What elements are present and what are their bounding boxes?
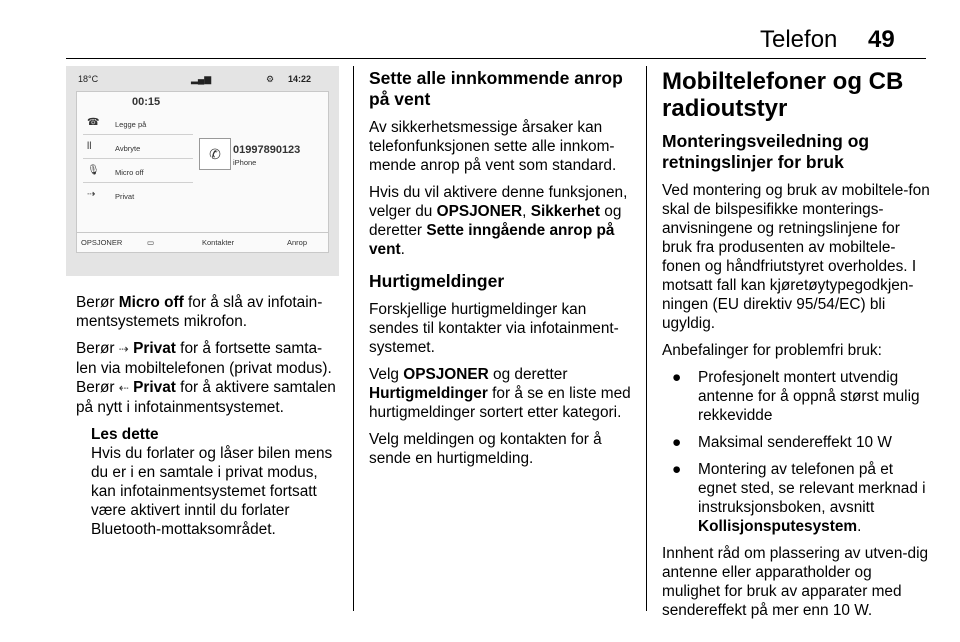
text: . xyxy=(400,241,405,258)
text: Montering av telefonen på et egnet sted, se relevant merknad i instruksjonsboken, avsnitt xyxy=(698,461,926,516)
heading-hold-calls: Sette alle innkommende anrop på vent xyxy=(369,68,623,109)
private-return-icon: ⇠ xyxy=(118,381,129,395)
text: Berør xyxy=(76,294,119,311)
text: Velg xyxy=(369,366,404,383)
list-item-text: Profesjonelt montert utvendig antenne for å oppnå størst mulig rekkevidde xyxy=(698,369,920,424)
paragraph-activate xyxy=(369,183,637,259)
call-icon: ✆ xyxy=(199,138,231,170)
private-icon: ⇢ xyxy=(118,342,129,356)
paragraph-private xyxy=(76,339,342,417)
menu-label: Micro off xyxy=(115,168,144,177)
note-text: Hvis du forlater og låser bilen mens du er i en samtale i privat modus, kan infotainmentsystemet fortsatt være aktivert inntil du forlater Bluetooth-mottaksområdet. xyxy=(91,445,333,538)
screen-clock: 14:22 xyxy=(288,74,312,84)
list-item-text xyxy=(698,460,930,536)
left-column xyxy=(76,293,342,539)
bold-term: Sikkerhet xyxy=(530,203,600,220)
menu-label: Avbryte xyxy=(115,144,141,153)
middle-column xyxy=(369,68,637,476)
list-item-text: Maksimal sendereffekt 10 W xyxy=(698,434,892,451)
screen-temperature: 18°C xyxy=(78,74,99,84)
bold-term: Hurtigmeldinger xyxy=(369,385,488,402)
bold-term: Privat xyxy=(133,340,176,357)
bullet-icon: ● xyxy=(672,461,682,478)
menu-item-pause xyxy=(83,136,193,159)
running-header-title: Telefon xyxy=(760,26,838,53)
signal-icon: ▂▄▆ xyxy=(191,74,212,84)
bold-term: Privat xyxy=(133,379,176,396)
call-duration: 00:15 xyxy=(132,96,161,108)
pause-icon: ll xyxy=(87,141,92,152)
menu-label: Legge på xyxy=(115,120,147,129)
menu-label: Privat xyxy=(115,192,135,201)
text: . xyxy=(857,518,862,535)
text: Hvis du vil aktivere denne funksjonen, velger du xyxy=(369,184,628,220)
column-divider-2 xyxy=(646,66,647,611)
text: og deretter xyxy=(369,203,622,239)
menu-item-micro-off xyxy=(83,160,193,183)
keypad-icon: ▭ xyxy=(147,238,155,247)
bold-term: Kollisjonsputesystem xyxy=(698,518,858,535)
paragraph-quick-1: Forskjellige hurtigmeldinger kan sendes til kontakter via infotainment-systemet. xyxy=(369,301,619,356)
paragraph-micro-off xyxy=(76,293,342,331)
header-rule xyxy=(66,58,926,59)
note-block xyxy=(91,425,342,539)
caller-device: iPhone xyxy=(233,158,257,167)
bold-term: Sette inngående anrop på vent xyxy=(369,222,615,258)
text: Berør xyxy=(76,340,119,357)
note-title: Les dette xyxy=(91,426,159,443)
caller-number: 01997890123 xyxy=(233,144,301,156)
paragraph-security: Av sikkerhetsmessige årsaker kan telefonfunksjonen sette alle innkom-mende anrop på vent som standard. xyxy=(369,119,617,174)
infotainment-screen-image xyxy=(66,66,339,276)
text: for å fortsette samta-len via mobiltelefonen (privat modus). Berør xyxy=(76,340,332,396)
paragraph-antenna: Innhent råd om plassering av utven-dig antenne eller apparatholder og mulighet for bruk av apparater med sendereffekt på mer enn 10 W. xyxy=(662,545,929,619)
options-tab: OPSJONER xyxy=(81,238,123,247)
bullet-icon: ● xyxy=(672,369,682,386)
heading-quick-messages: Hurtigmeldinger xyxy=(369,271,505,291)
text: og deretter xyxy=(488,366,568,383)
screen-display xyxy=(76,91,329,253)
bold-term: Micro off xyxy=(118,294,184,311)
text: for å se en liste med hurtigmeldinger sortert etter kategori. xyxy=(369,385,631,421)
private-icon: ⇢ xyxy=(87,189,96,200)
screen-bottom-bar xyxy=(77,232,328,252)
bold-term: OPSJONER xyxy=(403,366,489,383)
column-divider-1 xyxy=(353,66,354,611)
text: for å slå av infotain-mentsystemets mikrofon. xyxy=(76,294,323,330)
mic-off-icon: 🎙 xyxy=(87,165,100,176)
contacts-tab: Kontakter xyxy=(202,238,235,247)
text: , xyxy=(522,203,531,220)
heading-installation: Monteringsveiledning og retningslinjer for bruk xyxy=(662,131,870,172)
list-item xyxy=(662,460,930,536)
handset-down-icon: ☎ xyxy=(87,117,100,128)
bold-term: OPSJONER xyxy=(436,203,523,220)
page-number: 49 xyxy=(868,26,895,53)
menu-item-private xyxy=(83,184,193,206)
screen-status-bar xyxy=(76,71,327,89)
menu-item-hang-up xyxy=(83,112,193,135)
bullet-icon: ● xyxy=(672,434,682,451)
paragraph-quick-2 xyxy=(369,365,637,422)
paragraph-installation: Ved montering og bruk av mobiltele-fon skal de bilspesifikke monterings-anvisningene og retningslinjene for bruk fra produsenten av mobiltele-fonen og håndfriutstyret overholdes. I motsatt fall kan kjøretøytypegodkjen-ningen (EU direktiv 95/54/EC) bli ugyldig. xyxy=(662,182,930,332)
calls-tab: Anrop xyxy=(287,238,308,247)
right-column xyxy=(662,68,930,628)
gear-icon: ⚙ xyxy=(266,74,275,84)
paragraph-recommendations: Anbefalinger for problemfri bruk: xyxy=(662,342,882,359)
list-item xyxy=(662,368,930,425)
paragraph-quick-3: Velg meldingen og kontakten for å sende en hurtigmelding. xyxy=(369,431,602,467)
text: for å aktivere samtalen på nytt i infotainmentsystemet. xyxy=(76,379,336,416)
heading-mobile-cb: Mobiltelefoner og CB radioutstyr xyxy=(662,68,904,122)
list-item xyxy=(662,433,930,452)
